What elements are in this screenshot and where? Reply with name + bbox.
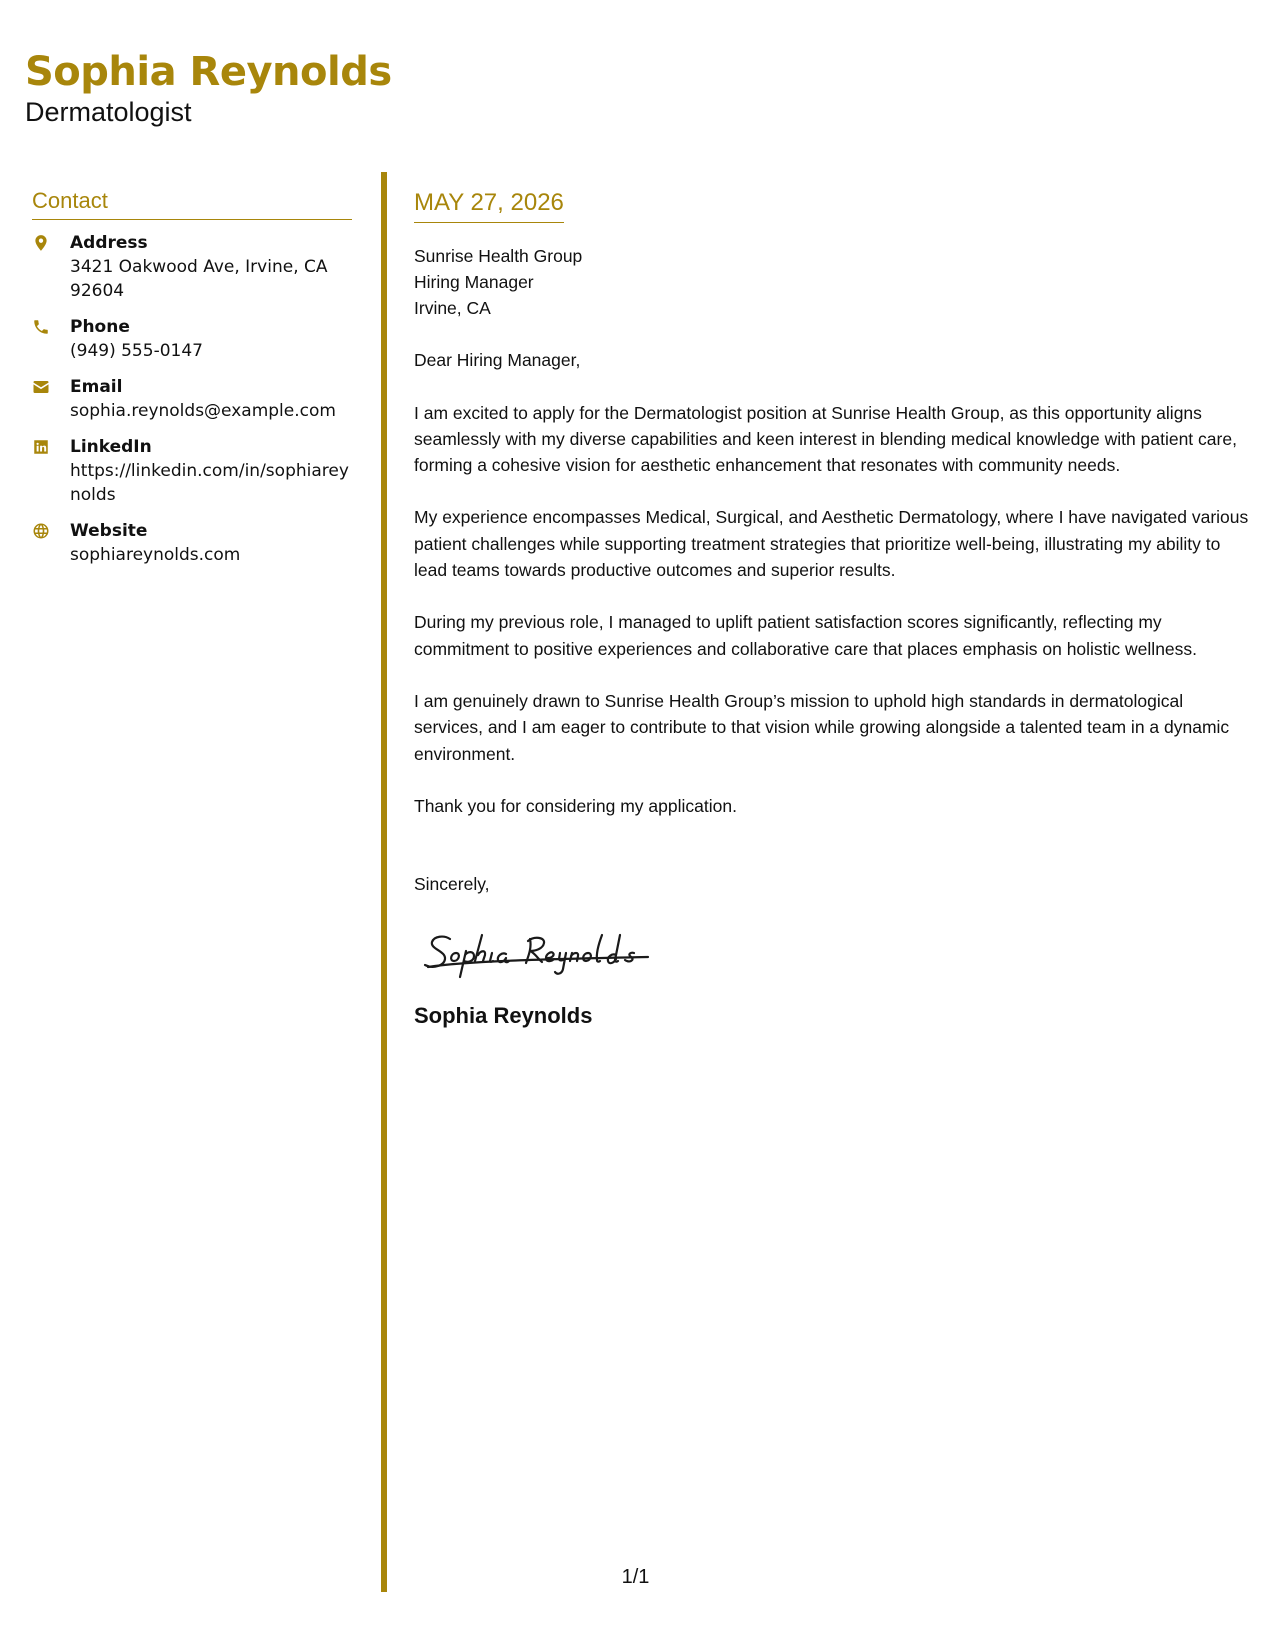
contact-sidebar bbox=[32, 188, 352, 580]
contact-value-address: 3421 Oakwood Ave, Irvine, CA 92604 bbox=[70, 257, 328, 301]
contact-value-email[interactable]: sophia.reynolds@example.com bbox=[70, 401, 336, 421]
contact-label-linkedin: LinkedIn bbox=[70, 437, 152, 457]
paragraph: I am excited to apply for the Dermatologist position at Sunrise Health Group, as this opportunity aligns seamlessly with my diverse capabilities and keen interest in blending medical knowledge with patient care, forming a cohesive vision for aesthetic enhancement that resonates with community needs. bbox=[414, 402, 1237, 476]
contact-heading: Contact bbox=[32, 188, 352, 220]
paragraph: Thank you for considering my application. bbox=[414, 795, 737, 816]
paragraph: During my previous role, I managed to uplift patient satisfaction scores significantly, reflecting my commitment to positive experiences and collaborative care that places emphasis on holistic wellness. bbox=[414, 612, 1198, 659]
contact-label-email: Email bbox=[70, 377, 123, 397]
letter-date: MAY 27, 2026 bbox=[414, 190, 564, 223]
contact-item-phone bbox=[32, 316, 352, 363]
contact-item-address bbox=[32, 232, 352, 303]
contact-item-website bbox=[32, 520, 352, 567]
vertical-divider bbox=[381, 172, 387, 1592]
contact-label-phone: Phone bbox=[70, 317, 130, 337]
salutation: Dear Hiring Manager, bbox=[414, 350, 581, 371]
recipient-location: Irvine, CA bbox=[414, 298, 491, 319]
applicant-name: Sophia Reynolds bbox=[25, 49, 392, 95]
map-pin-icon bbox=[32, 232, 70, 252]
header bbox=[25, 48, 392, 128]
page-number-text: 1/1 bbox=[621, 1566, 650, 1588]
phone-icon bbox=[32, 316, 70, 336]
contact-item-email bbox=[32, 376, 352, 423]
applicant-title: Dermatologist bbox=[25, 97, 192, 127]
contact-item-linkedin bbox=[32, 436, 352, 507]
contact-value-website[interactable]: sophiareynolds.com bbox=[70, 545, 241, 565]
recipient-company: Sunrise Health Group bbox=[414, 246, 583, 267]
contact-label-website: Website bbox=[70, 521, 148, 541]
contact-value-phone: (949) 555-0147 bbox=[70, 341, 203, 361]
envelope-icon bbox=[32, 376, 70, 396]
paragraph: My experience encompasses Medical, Surgical, and Aesthetic Dermatology, where I have navigated various patient challenges while supporting treatment strategies that prioritize well-being, illustrating my ability to lead teams towards productive outcomes and superior results. bbox=[414, 507, 1249, 581]
paragraph: I am genuinely drawn to Sunrise Health Group’s mission to uphold high standards in dermatological services, and I am eager to contribute to that vision while growing alongside a talented team in a dynamic environment. bbox=[414, 690, 1230, 764]
linkedin-icon bbox=[32, 436, 70, 456]
closing: Sincerely, bbox=[414, 874, 490, 895]
letter-body bbox=[414, 190, 1249, 1030]
recipient-contact: Hiring Manager bbox=[414, 272, 534, 293]
contact-value-linkedin[interactable]: https://linkedin.com/in/sophiareynolds bbox=[70, 461, 349, 505]
page-number bbox=[0, 1566, 1275, 1589]
globe-icon bbox=[32, 520, 70, 540]
signer-name: Sophia Reynolds bbox=[414, 1003, 593, 1029]
contact-label-address: Address bbox=[70, 233, 148, 253]
handwritten-signature bbox=[420, 925, 1249, 985]
recipient-block bbox=[414, 243, 1249, 321]
